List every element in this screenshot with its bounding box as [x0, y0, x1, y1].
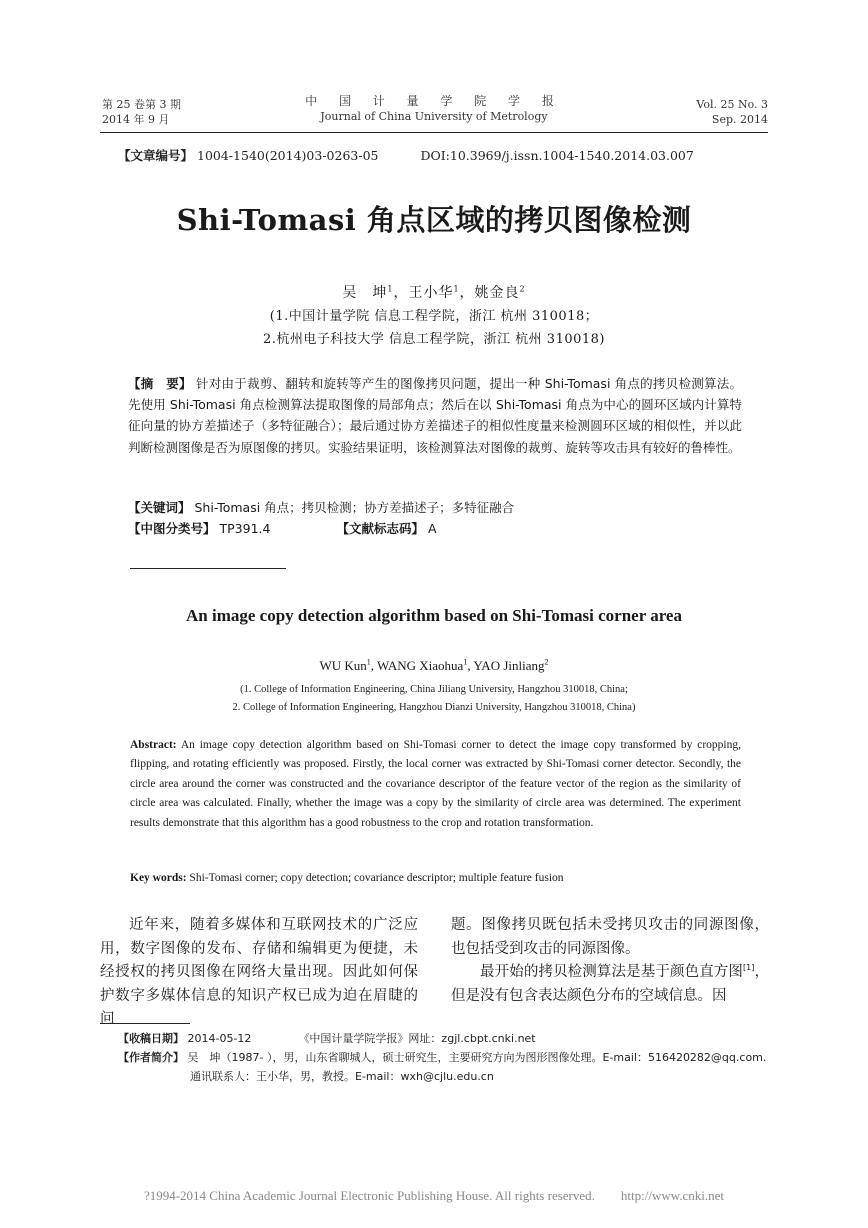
issue-cn: 第 25 卷第 3 期	[102, 98, 181, 111]
doi: DOI:10.3969/j.issn.1004-1540.2014.03.007	[420, 148, 694, 163]
date-cn: 2014 年 9 月	[102, 113, 170, 126]
affiliation-cn-1: (1.中国计量学院 信息工程学院，浙江 杭州 310018；	[269, 309, 599, 324]
author-1-aff: 1	[387, 284, 394, 294]
author-bio-label: 【作者简介】	[118, 1051, 184, 1064]
author-en-3-aff: 2	[544, 657, 549, 667]
affiliation-cn-2: 2.杭州电子科技大学 信息工程学院，浙江 杭州 310018)	[263, 332, 605, 347]
body-text: ，但是没有包含表达颜色分布的空域信息。因	[451, 964, 770, 1004]
title-cn: Shi-Tomasi 角点区域的拷贝图像检测	[176, 203, 692, 237]
article-no-label: 【文章编号】	[118, 148, 194, 163]
body-paragraph	[451, 961, 769, 1008]
doc-code-label: 【文献标志码】	[336, 521, 424, 536]
author-en-1: WU Kun	[319, 658, 367, 673]
journal-name-en: Journal of China University of Metrology	[320, 110, 548, 123]
affiliation-en-2: 2. College of Information Engineering, Hangzhou Dianzi University, Hangzhou 310018, China)	[232, 702, 636, 713]
citation-ref: [1]	[743, 963, 755, 973]
keywords-en-label: Key words:	[130, 872, 187, 884]
body-text: 最开始的拷贝检测算法是基于颜色直方图	[480, 964, 744, 980]
keywords-cn-label: 【关键词】	[128, 500, 191, 515]
author-en-1-aff: 1	[366, 657, 371, 667]
author-bio: 吴 坤（1987- ），男，山东省聊城人，硕士研究生，主要研究方向为图形图像处理。E-mail：516420282@qq.com.	[187, 1051, 767, 1064]
received-date: 2014-05-12	[187, 1032, 252, 1045]
body-paragraph: 题。图像拷贝既包括未受拷贝攻击的同源图像，也包括受到攻击的同源图像。	[451, 917, 769, 957]
section-rule	[130, 568, 286, 569]
abstract-cn-text: 针对由于裁剪、翻转和旋转等产生的图像拷贝问题，提出一种 Shi-Tomasi 角点的拷贝检测算法。先使用 Shi-Tomasi 角点检测算法提取图像的局部角点；然后在以 Shi-Tomasi 角点为中心的圆环区域内计算特征向量的协方差描述子（多特征融合）；最后通过协方差描述子的相似性度量来检测圆环区域的相似性，并以此判断检测图像是否为原图像的拷贝。实验结果证明，该检测算法对图像的裁剪、旋转等攻击具有较好的鲁棒性。	[128, 376, 742, 455]
affiliation-en-1: (1. College of Information Engineering, China Jiliang University, Hangzhou 310018, China;	[240, 684, 628, 695]
keywords-en-text: Shi-Tomasi corner; copy detection; covariance descriptor; multiple feature fusion	[189, 872, 564, 884]
keywords-cn	[128, 498, 514, 516]
footnote-author	[118, 1049, 766, 1066]
cnki-footer: ?1994-2014 China Academic Journal Electronic Publishing House. All rights reserved. http://www.cnki.net	[143, 1188, 725, 1203]
volume-en: Vol. 25 No. 3	[696, 98, 768, 111]
date-en: Sep. 2014	[711, 113, 768, 126]
author-1: 吴 坤	[342, 285, 388, 301]
article-id-line	[118, 146, 694, 164]
abstract-en	[130, 736, 741, 833]
author-2: ，王小华	[393, 285, 454, 301]
body-paragraph: 近年来，随着多媒体和互联网技术的广泛应用，数字图像的发布、存储和编辑更为便捷，未经授权的拷贝图像在网络大量出现。因此如何保护数字多媒体信息的知识产权已成为迫在眉睫的问	[100, 917, 418, 1027]
classification-cn	[128, 519, 437, 537]
journal-website: 《中国计量学院学报》网址：zgjl.cbpt.cnki.net	[298, 1032, 536, 1045]
footnote-received	[118, 1030, 536, 1047]
author-en-2: , WANG Xiaohua	[370, 658, 464, 673]
abstract-cn-label: 【摘 要】	[128, 376, 192, 391]
clc-value: TP391.4	[219, 521, 271, 536]
keywords-en	[130, 872, 564, 884]
clc-label: 【中图分类号】	[128, 521, 216, 536]
abstract-en-text: An image copy detection algorithm based on Shi-Tomasi corner to detect the image copy transformed by cropping, flipping, and rotating efficiently was proposed. Firstly, the local corner was extracted by Shi-Tomasi corner detector. Secondly, the circle area around the corner was constructed and the covariance descriptor of the feature vector of the region as the similarity of circle area was calculated. Finally, whether the image was a copy by the similarity of circle area was determined. The experiment results demonstrate that this algorithm has a good robustness to the crop and rotation transformation.	[130, 739, 742, 829]
footnote-rule	[100, 1023, 190, 1024]
received-label: 【收稿日期】	[118, 1032, 184, 1045]
title-en: An image copy detection algorithm based on Shi-Tomasi corner area	[186, 606, 682, 625]
authors-cn	[0, 282, 868, 302]
body-column-right	[451, 914, 769, 1008]
doc-code-value: A	[427, 521, 437, 536]
journal-name-cn: 中 国 计 量 学 院 学 报	[305, 94, 563, 108]
author-3: ，姚金良	[459, 285, 520, 301]
author-en-3: , YAO Jinliang	[467, 658, 545, 673]
abstract-cn	[128, 373, 742, 458]
author-en-2-aff: 1	[463, 657, 468, 667]
author-3-aff: 2	[519, 284, 526, 294]
author-2-aff: 1	[453, 284, 460, 294]
authors-en	[0, 658, 868, 674]
keywords-cn-text: Shi-Tomasi 角点；拷贝检测；协方差描述子；多特征融合	[194, 500, 515, 515]
body-column-left	[100, 914, 418, 1032]
abstract-en-label: Abstract:	[130, 739, 177, 751]
header-rule	[100, 132, 768, 133]
footnote-contact: 通讯联系人：王小华，男，教授。E-mail：wxh@cjlu.edu.cn	[190, 1070, 494, 1083]
article-no: 1004-1540(2014)03-0263-05	[197, 148, 379, 163]
header-right	[696, 97, 768, 127]
